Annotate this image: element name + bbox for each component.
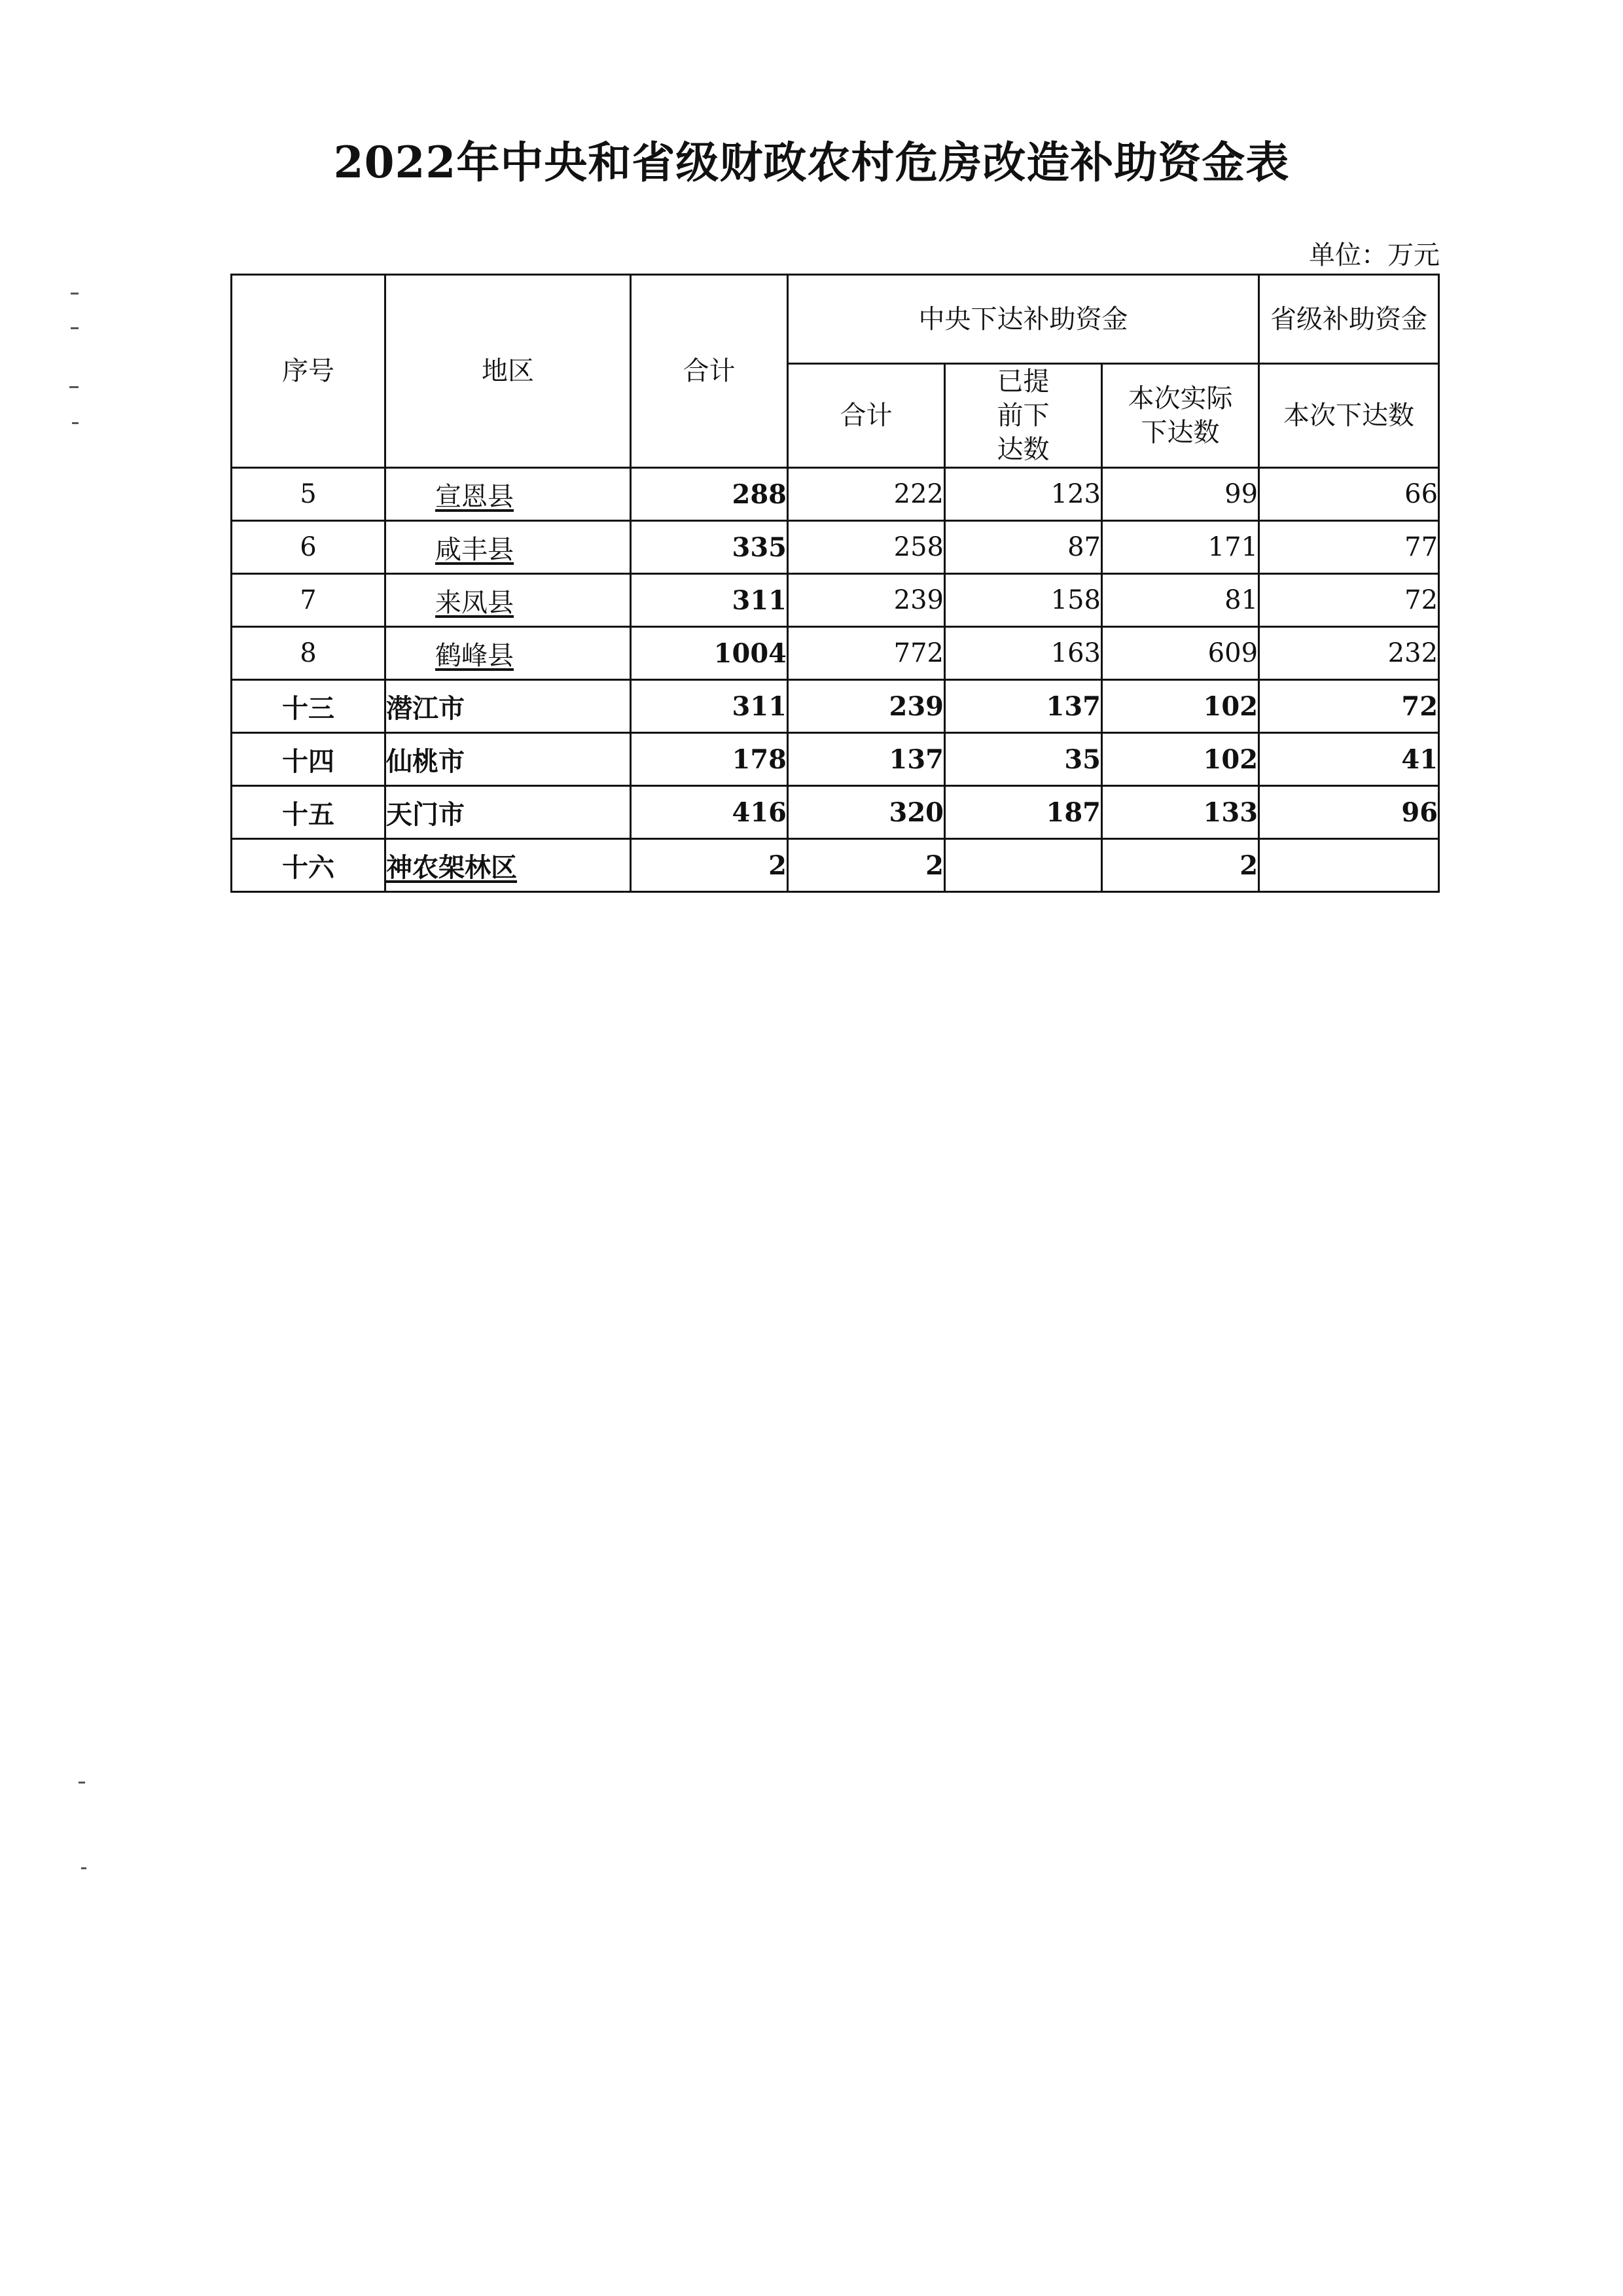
cell-region: 神农架林区 [385, 839, 631, 892]
cell-total: 2 [631, 839, 788, 892]
cell-total: 178 [631, 733, 788, 786]
header-central-actual: 本次实际下达数 [1102, 364, 1259, 468]
cell-region: 咸丰县 [385, 521, 631, 574]
cell-region: 天门市 [385, 786, 631, 839]
cell-central-advance: 87 [945, 521, 1102, 574]
cell-central-actual: 99 [1102, 468, 1259, 521]
scan-mark [72, 422, 79, 424]
cell-region: 仙桃市 [385, 733, 631, 786]
page-title: 2022年中央和省级财政农村危房改造补助资金表 [333, 137, 1290, 188]
cell-total: 311 [631, 680, 788, 733]
scan-mark [69, 386, 79, 388]
cell-provincial: 41 [1259, 733, 1439, 786]
cell-central-total: 258 [788, 521, 945, 574]
cell-total: 1004 [631, 627, 788, 680]
header-provincial-group: 省级补助资金 [1259, 275, 1439, 364]
cell-region: 来凤县 [385, 574, 631, 627]
cell-region: 鹤峰县 [385, 627, 631, 680]
header-provincial-current: 本次下达数 [1259, 364, 1439, 468]
table-row [232, 468, 1439, 521]
cell-central-actual: 102 [1102, 680, 1259, 733]
cell-total: 288 [631, 468, 788, 521]
header-seq: 序号 [232, 275, 385, 468]
scan-mark [79, 1782, 85, 1784]
cell-central-advance: 137 [945, 680, 1102, 733]
cell-central-actual: 171 [1102, 521, 1259, 574]
cell-central-advance: 158 [945, 574, 1102, 627]
cell-central-advance: 187 [945, 786, 1102, 839]
cell-seq: 十六 [232, 839, 385, 892]
cell-provincial: 72 [1259, 574, 1439, 627]
cell-seq: 5 [232, 468, 385, 521]
table-row [232, 574, 1439, 627]
cell-central-actual: 81 [1102, 574, 1259, 627]
cell-central-total: 137 [788, 733, 945, 786]
table-row [232, 839, 1439, 892]
grant-table [230, 274, 1440, 893]
cell-central-total: 320 [788, 786, 945, 839]
cell-provincial: 96 [1259, 786, 1439, 839]
cell-total: 311 [631, 574, 788, 627]
cell-central-advance: 35 [945, 733, 1102, 786]
cell-provincial: 232 [1259, 627, 1439, 680]
scan-mark [71, 327, 79, 329]
unit-label: 单位：万元 [1309, 240, 1440, 270]
cell-region: 潜江市 [385, 680, 631, 733]
table-row [232, 627, 1439, 680]
cell-central-actual: 2 [1102, 839, 1259, 892]
cell-central-total: 222 [788, 468, 945, 521]
cell-provincial: 66 [1259, 468, 1439, 521]
cell-seq: 十三 [232, 680, 385, 733]
table-row [232, 521, 1439, 574]
cell-region: 宣恩县 [385, 468, 631, 521]
cell-seq: 十五 [232, 786, 385, 839]
cell-provincial: 72 [1259, 680, 1439, 733]
header-central-group: 中央下达补助资金 [788, 275, 1259, 364]
cell-provincial: 77 [1259, 521, 1439, 574]
table-row [232, 680, 1439, 733]
cell-central-advance: 123 [945, 468, 1102, 521]
cell-central-total: 772 [788, 627, 945, 680]
cell-central-advance [945, 839, 1102, 892]
cell-central-actual: 102 [1102, 733, 1259, 786]
cell-total: 335 [631, 521, 788, 574]
table-row [232, 786, 1439, 839]
table-row [232, 733, 1439, 786]
header-central-advance: 已提前下达数 [945, 364, 1102, 468]
scan-mark [71, 293, 79, 295]
cell-central-actual: 609 [1102, 627, 1259, 680]
cell-central-actual: 133 [1102, 786, 1259, 839]
cell-seq: 8 [232, 627, 385, 680]
scan-mark [81, 1867, 86, 1869]
header-central-total: 合计 [788, 364, 945, 468]
cell-provincial [1259, 839, 1439, 892]
header-total: 合计 [631, 275, 788, 468]
cell-central-total: 239 [788, 574, 945, 627]
cell-central-advance: 163 [945, 627, 1102, 680]
cell-total: 416 [631, 786, 788, 839]
cell-seq: 7 [232, 574, 385, 627]
cell-central-total: 2 [788, 839, 945, 892]
cell-central-total: 239 [788, 680, 945, 733]
cell-seq: 6 [232, 521, 385, 574]
header-region: 地区 [385, 275, 631, 468]
cell-seq: 十四 [232, 733, 385, 786]
